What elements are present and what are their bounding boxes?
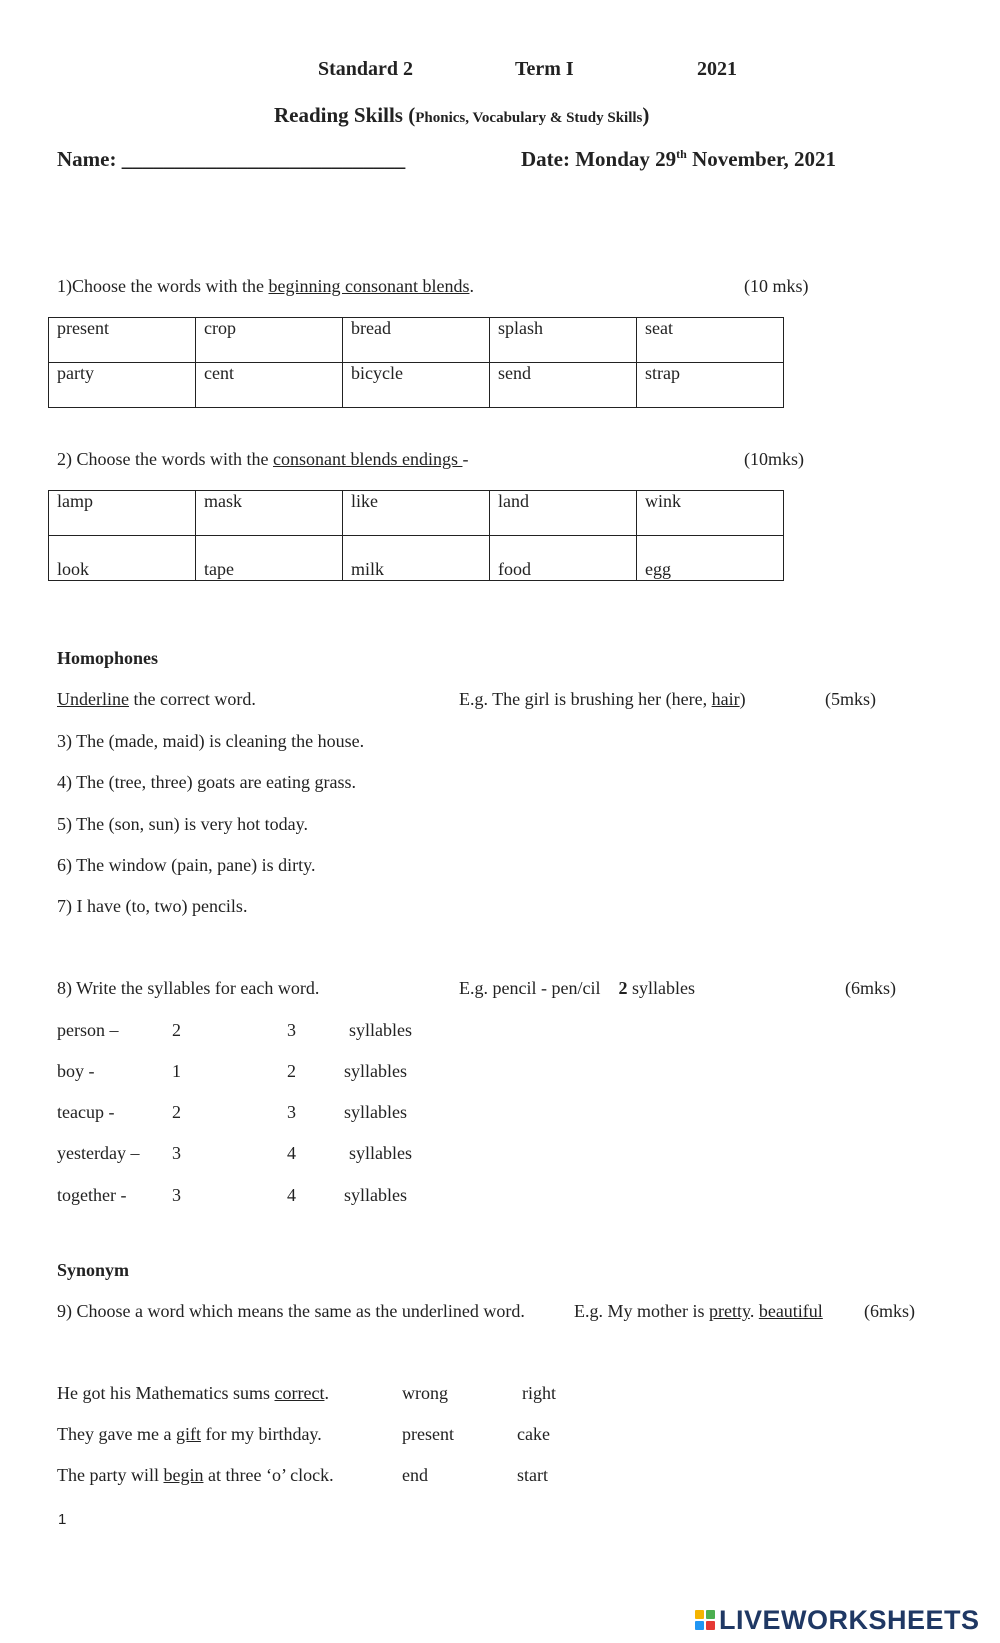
homophone-item[interactable]: 6) The window (pain, pane) is dirty.: [57, 855, 316, 875]
syllable-option[interactable]: 3: [287, 1020, 296, 1040]
syllable-word: together -: [57, 1185, 127, 1205]
q1-marks: (10 mks): [744, 276, 809, 296]
word-cell[interactable]: bread: [343, 318, 490, 363]
year-label: 2021: [697, 58, 737, 80]
word-cell[interactable]: send: [490, 363, 637, 408]
word-cell[interactable]: seat: [637, 318, 784, 363]
homophone-item[interactable]: 4) The (tree, three) goats are eating grass.: [57, 772, 357, 792]
syllables-example: E.g. pencil - pen/cil 2 syllables: [459, 978, 695, 998]
name-field[interactable]: Name: ___________________________: [57, 147, 406, 171]
table-row: [49, 318, 784, 363]
word-cell[interactable]: food: [490, 536, 637, 581]
q2-marks: (10mks): [744, 449, 804, 469]
logo-text: LIVEWORKSHEETS: [719, 1604, 980, 1635]
homophone-item[interactable]: 3) The (made, maid) is cleaning the house.: [57, 731, 365, 751]
word-cell[interactable]: milk: [343, 536, 490, 581]
syllable-label: syllables: [349, 1143, 412, 1163]
synonym-option[interactable]: cake: [517, 1424, 550, 1444]
synonym-sentence: They gave me a gift for my birthday.: [57, 1424, 322, 1444]
q2-word-table: [48, 490, 784, 581]
logo-icon: [695, 1610, 715, 1630]
homophone-item[interactable]: 5) The (son, sun) is very hot today.: [57, 814, 308, 834]
syllable-label: syllables: [344, 1061, 407, 1081]
word-cell[interactable]: present: [49, 318, 196, 363]
syllable-label: syllables: [349, 1020, 412, 1040]
syllable-option[interactable]: 2: [172, 1020, 181, 1040]
homophone-item[interactable]: 7) I have (to, two) pencils.: [57, 896, 248, 916]
q2-instruction: 2) Choose the words with the consonant blends endings -: [57, 449, 469, 469]
table-row: [49, 536, 784, 581]
syllable-option[interactable]: 3: [172, 1185, 181, 1205]
syllable-option[interactable]: 1: [172, 1061, 181, 1081]
word-cell[interactable]: cent: [196, 363, 343, 408]
syllable-word: yesterday –: [57, 1143, 140, 1163]
syllable-option[interactable]: 2: [172, 1102, 181, 1122]
syllable-word: person –: [57, 1020, 119, 1040]
syllable-option[interactable]: 4: [287, 1143, 296, 1163]
homophones-marks: (5mks): [825, 689, 876, 709]
date-label: Date: Monday 29th November, 2021: [521, 147, 836, 171]
word-cell[interactable]: egg: [637, 536, 784, 581]
synonym-marks: (6mks): [864, 1301, 915, 1321]
word-cell[interactable]: bicycle: [343, 363, 490, 408]
standard-label: Standard 2: [318, 58, 414, 80]
synonym-option[interactable]: wrong: [402, 1383, 448, 1403]
syllable-option[interactable]: 3: [172, 1143, 181, 1163]
word-cell[interactable]: look: [49, 536, 196, 581]
liveworksheets-logo: [695, 1606, 980, 1634]
word-cell[interactable]: crop: [196, 318, 343, 363]
word-cell[interactable]: land: [490, 491, 637, 536]
syllables-instruction: 8) Write the syllables for each word.: [57, 978, 320, 998]
table-row: [49, 491, 784, 536]
word-cell[interactable]: tape: [196, 536, 343, 581]
word-cell[interactable]: lamp: [49, 491, 196, 536]
syllable-word: teacup -: [57, 1102, 115, 1122]
homophones-heading: Homophones: [57, 648, 159, 668]
word-cell[interactable]: party: [49, 363, 196, 408]
homophones-example: E.g. The girl is brushing her (here, hair): [459, 689, 746, 709]
word-cell[interactable]: like: [343, 491, 490, 536]
syllable-label: syllables: [344, 1102, 407, 1122]
word-cell[interactable]: wink: [637, 491, 784, 536]
syllable-option[interactable]: 2: [287, 1061, 296, 1081]
syllable-word: boy -: [57, 1061, 95, 1081]
homophones-instruction: Underline the correct word.: [57, 689, 256, 709]
word-cell[interactable]: mask: [196, 491, 343, 536]
synonym-instruction: 9) Choose a word which means the same as the underlined word.: [57, 1301, 525, 1321]
synonym-heading: Synonym: [57, 1260, 130, 1280]
synonym-sentence: The party will begin at three ‘o’ clock.: [57, 1465, 334, 1485]
term-label: Term I: [515, 58, 574, 80]
syllable-label: syllables: [344, 1185, 407, 1205]
synonym-option[interactable]: right: [522, 1383, 556, 1403]
q1-word-table: [48, 317, 784, 408]
synonym-option[interactable]: start: [517, 1465, 548, 1485]
table-row: [49, 363, 784, 408]
syllable-option[interactable]: 4: [287, 1185, 296, 1205]
synonym-option[interactable]: end: [402, 1465, 428, 1485]
word-cell[interactable]: strap: [637, 363, 784, 408]
page-title: Reading Skills (Phonics, Vocabulary & Study Skills): [274, 103, 650, 127]
word-cell[interactable]: splash: [490, 318, 637, 363]
syllables-marks: (6mks): [845, 978, 896, 998]
synonym-option[interactable]: present: [402, 1424, 454, 1444]
syllable-option[interactable]: 3: [287, 1102, 296, 1122]
synonym-sentence: He got his Mathematics sums correct.: [57, 1383, 329, 1403]
q1-instruction: 1)Choose the words with the beginning consonant blends.: [57, 276, 474, 296]
page-number: 1: [58, 1511, 67, 1528]
synonym-example: E.g. My mother is pretty. beautiful: [574, 1301, 823, 1321]
